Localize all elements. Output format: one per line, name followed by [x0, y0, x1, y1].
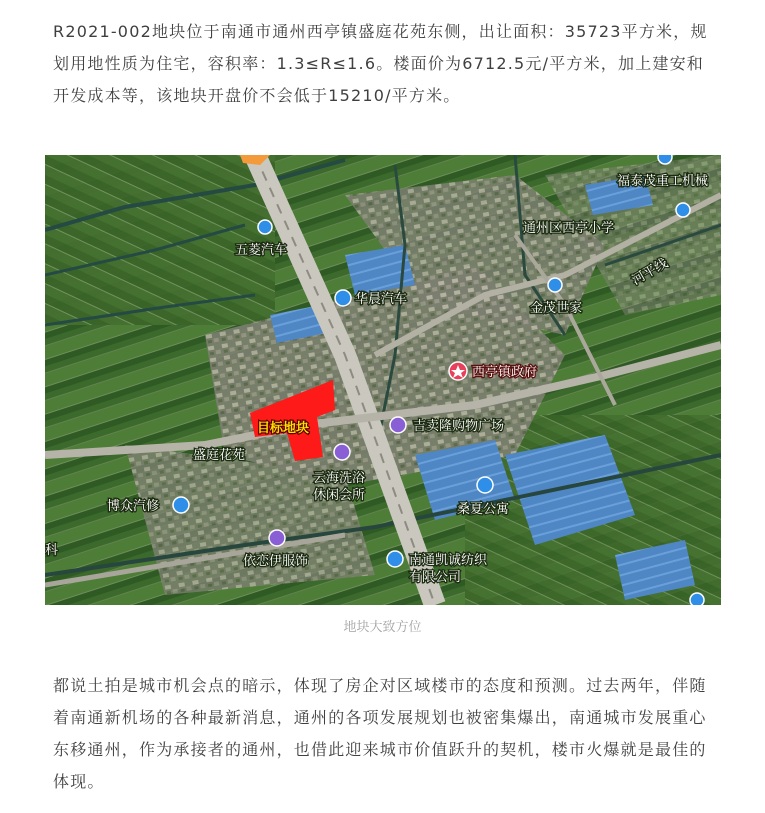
poi-pin-huachen[interactable] [335, 290, 351, 306]
label-road: 河平线 [629, 255, 671, 289]
label-school: 通州区西亭小学 [523, 221, 615, 236]
label-gov: 西亭镇政府 [472, 365, 538, 380]
poi-pin-yilian[interactable] [269, 530, 285, 546]
poi-pin-school[interactable] [676, 203, 690, 217]
poi-pin-yunhai[interactable] [334, 444, 350, 460]
label-huachen: 华晨汽车 [355, 292, 408, 307]
label-bozhong: 博众汽修 [107, 499, 160, 514]
label-yunhai-1: 云海洗浴 [313, 471, 366, 486]
label-jinmao: 金茂世家 [530, 301, 583, 316]
body-paragraph: 都说土拍是城市机会点的暗示，体现了房企对区域楼市的态度和预测。过去两年，伴随着南通新机场的各种最新消息，通州的各项发展规划也被密集爆出，南通城市发展重心东移通州，作为承接者的通州，也借此迎来城市价值跃升的契机，楼市火爆就是最佳的体现。 [53, 676, 707, 791]
satellite-map[interactable] [45, 155, 721, 605]
label-kaicheng-1: 南通凯诚纺织 [409, 553, 488, 568]
label-wuling: 五菱汽车 [235, 243, 288, 258]
label-fuji: 福泰茂重工机械 [617, 174, 709, 189]
label-target: 目标地块 [257, 421, 310, 436]
poi-pin-mall[interactable] [390, 417, 406, 433]
map-caption: 地块大致方位 [343, 620, 422, 635]
label-edge-left: 科 [45, 543, 59, 558]
label-yilian: 依恋伊服饰 [243, 554, 309, 569]
poi-pin-gov[interactable] [449, 362, 467, 380]
poi-pin-fuji[interactable] [658, 155, 672, 164]
poi-pin-wuling[interactable] [258, 220, 272, 234]
poi-pin-jinmao[interactable] [548, 278, 562, 292]
poi-pin-sangxia[interactable] [477, 477, 493, 493]
label-yunhai-2: 休闲会所 [313, 488, 366, 503]
poi-pin-edge[interactable] [690, 593, 704, 605]
poi-pin-bozhong[interactable] [173, 497, 189, 513]
poi-pin-kaicheng[interactable] [387, 551, 403, 567]
label-shengting: 盛庭花苑 [193, 448, 246, 463]
label-kaicheng-2: 有限公司 [409, 570, 462, 585]
label-sangxia: 桑夏公寓 [457, 502, 510, 517]
label-mall: 吉卖隆购物广场 [413, 419, 505, 434]
intro-paragraph: R2021-002地块位于南通市通州西亭镇盛庭花苑东侧，出让面积：35723平方米，规划用地性质为住宅，容积率：1.3≤R≤1.6。楼面价为6712.5元/平方米，加上建安和开发成本等，该地块开盘价不会低于15210/平方米。 [53, 22, 708, 105]
